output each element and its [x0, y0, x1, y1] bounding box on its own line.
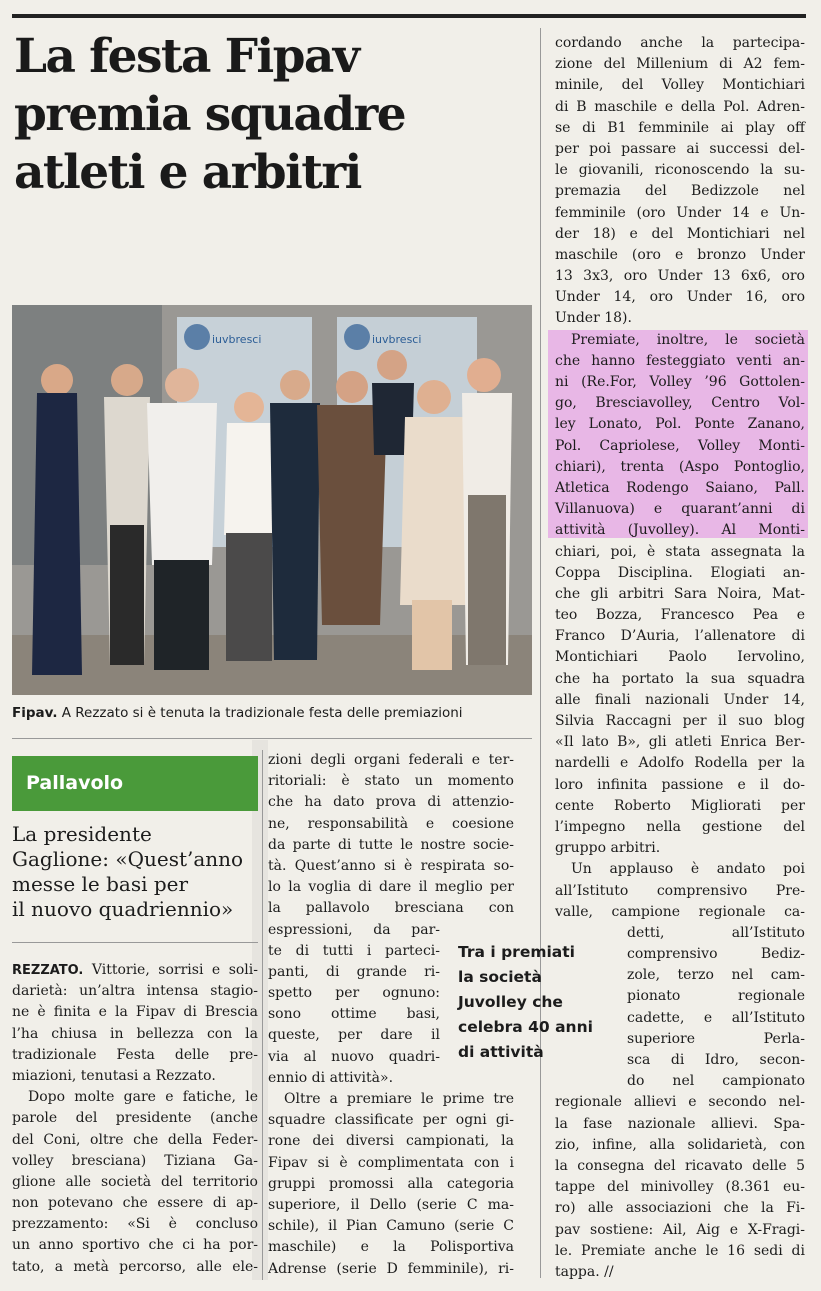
text-line: maschile) e la Polisportiva [268, 1239, 514, 1256]
pull-quote-line: la società [458, 968, 542, 986]
text-line: la pallavolo bresciana con [268, 900, 514, 917]
text-line: gruppo arbitri. [555, 840, 661, 857]
column-divider [262, 750, 263, 1280]
text-line: Pol. Capriolese, Volley Monti- [555, 437, 805, 454]
pull-quote [458, 940, 593, 1065]
text-line: do nel campionato [627, 1073, 805, 1090]
column-divider [540, 28, 541, 1278]
text-line: spetto per ognuno: [268, 985, 440, 1002]
text-line: sono ottime basi, [268, 1006, 440, 1023]
text-line: l’impegno nella gestione del [555, 818, 805, 835]
subtitle-line: il nuovo quadriennio» [12, 897, 234, 921]
text-line: cadette, e all’Istituto [627, 1009, 805, 1026]
text-line: tà. Quest’anno si è respirata so- [268, 857, 514, 874]
pull-quote-line: Tra i premiati [458, 943, 575, 961]
text-line: femminile (oro Under 14 e Un- [555, 204, 805, 221]
subtitle-divider [12, 942, 258, 943]
text-line: darietà: un’altra intensa stagio- [12, 983, 258, 1000]
text-line: Dopo molte gare e fatiche, le [28, 1089, 258, 1106]
text-line: di B maschile e della Pol. Adren- [555, 98, 805, 115]
text-line: zio, infine, alla solidarietà, con [555, 1136, 805, 1153]
text-line: ro) alle associazioni che la Fi- [555, 1200, 805, 1217]
text-line: premazia del Bedizzole nel [555, 183, 805, 200]
banner-text: iuvbresci [372, 333, 422, 346]
text-line: chiari, poi, è stata assegnata la [555, 543, 805, 560]
text-line: panti, di grande ri- [268, 963, 440, 980]
text-line: ennio di attività». [268, 1069, 394, 1086]
text-line: go, Bresciavolley, Centro Vol- [555, 395, 805, 412]
subtitle [12, 822, 262, 922]
text-line: der 18) e del Montichiari nel [555, 225, 805, 242]
text-line: queste, per dare il [268, 1027, 440, 1044]
article-column-3 [555, 33, 805, 1283]
text-line: teo Bozza, Francesco Pea e [555, 607, 805, 624]
text-line: loro infinita passione e il do- [555, 776, 805, 793]
text-line: ne, responsabilità e coesione [268, 815, 514, 832]
text-line: parole del presidente (anche [12, 1110, 258, 1127]
text-line: te di tutti i parteci- [268, 942, 440, 959]
pull-quote-line: Juvolley che [458, 993, 563, 1011]
banner-text: iuvbresci [212, 333, 262, 346]
text-line: Villanuova) e quarant’anni di [555, 501, 805, 518]
text-line: squadre classificate per ogni gi- [268, 1112, 514, 1129]
top-rule [12, 14, 806, 18]
text-line: che ha dato prova di attenzio- [268, 794, 514, 811]
text-line: tappe del minivolley (8.361 eu- [555, 1179, 805, 1196]
text-line: all’Istituto comprensivo Pre- [555, 882, 805, 899]
text-line: le. Premiate anche le 16 sedi di [555, 1242, 805, 1259]
subtitle-line: La presidente [12, 822, 152, 846]
text-line: ritoriali: è stato un momento [268, 773, 514, 790]
person-figure [462, 358, 512, 665]
text-line: Silvia Raccagni per il suo blog [555, 713, 805, 729]
headline-line: premia squadre [14, 87, 406, 142]
text-line: le giovanili, riconoscendo la su- [555, 162, 805, 179]
subtitle-line: messe le basi per [12, 872, 189, 896]
headline-line: La festa Fipav [14, 29, 359, 84]
text-line: rone dei diversi campionati, la [268, 1133, 514, 1150]
text-line: che ha portato la sua squadra [555, 670, 805, 687]
text-line: attività (Juvolley). Al Monti- [555, 522, 805, 539]
text-line: Un applauso è andato poi [571, 861, 805, 878]
text-line: volley bresciana) Tiziana Ga- [12, 1152, 258, 1169]
text-line: Under 14, oro Under 16, oro [555, 289, 805, 306]
text-line: valle, campione regionale ca- [555, 903, 805, 920]
text-line: da parte di tutte le nostre socie- [268, 836, 514, 853]
text-line: Adrense (serie D femminile), ri- [268, 1260, 514, 1277]
pull-quote-line: di attività [458, 1043, 544, 1061]
subtitle-line: Gaglione: «Quest’anno [12, 847, 244, 871]
text-line: Under 18). [555, 310, 632, 327]
text-line: l’ha chiusa in bellezza con la [12, 1025, 258, 1042]
text-line: glione alle società del territorio [12, 1173, 258, 1190]
text-line: Atletica Rodengo Saiano, Pall. [555, 479, 805, 496]
text-line: superiore Perla- [627, 1030, 805, 1047]
text-line: zione del Millenium di A2 fem- [555, 56, 805, 73]
text-line: che gli arbitri Sara Noira, Mat- [555, 585, 805, 602]
text-line: ne è finita e la Fipav di Brescia [12, 1004, 258, 1021]
text-line: 13 3x3, oro Under 13 6x6, oro [555, 268, 805, 285]
text-line: «Il lato B», gli atleti Enrica Ber- [555, 734, 805, 751]
group-photo-illustration [12, 305, 532, 695]
text-line: schile), il Pian Camuno (serie C [268, 1218, 514, 1235]
text-line: lo la voglia di dare il meglio per [268, 879, 514, 896]
text-line: zole, terzo nel cam- [627, 967, 805, 984]
caption-text: A Rezzato si è tenuta la tradizionale festa delle premiazioni [57, 705, 463, 721]
dateline: REZZATO. [12, 963, 84, 978]
text-line: prezzamento: «Si è concluso [12, 1216, 258, 1233]
text-line: tato, a metà percorso, alle ele- [12, 1258, 258, 1275]
text-line: non potevano che essere di ap- [12, 1195, 258, 1212]
text-line: via al nuovo quadri- [268, 1048, 440, 1065]
text-line: cordando anche la partecipa- [555, 35, 805, 51]
text-line: alle finali nazionali Under 14, [555, 691, 805, 708]
text-line: del Coni, oltre che della Feder- [12, 1131, 258, 1148]
text-line: nardelli e Adolfo Rodella per la [555, 755, 805, 772]
person-figure [32, 364, 82, 675]
person-figure [147, 368, 217, 670]
text-line: tradizionale Festa delle pre- [12, 1046, 258, 1063]
text-line: Montichiari Paolo Iervolino, [555, 649, 805, 666]
caption-divider [12, 738, 532, 739]
text-line: un anno sportivo che ci ha por- [12, 1237, 258, 1254]
text-line: Premiate, inoltre, le società [571, 331, 805, 348]
text-line: tappa. // [555, 1263, 614, 1280]
text-line: per poi passare ai successi del- [555, 140, 805, 157]
text-line: pav sostiene: Ail, Aig e X-Fragi- [555, 1221, 805, 1238]
headline [14, 28, 544, 202]
text-line: Coppa Disciplina. Elogiati an- [555, 564, 805, 581]
headline-line: atleti e arbitri [14, 145, 361, 200]
text-line: regionale allievi e secondo nel- [555, 1094, 805, 1111]
text-line: Franco D’Auria, l’allenatore di [555, 628, 805, 645]
text-line: gruppi promossi alla categoria [268, 1175, 514, 1192]
text-line: superiore, il Dello (serie C ma- [268, 1196, 514, 1213]
pull-quote-line: celebra 40 anni [458, 1018, 593, 1036]
section-tag: Pallavolo [12, 756, 258, 811]
text-line: zioni degli organi federali e ter- [268, 752, 514, 768]
text-line: REZZATO. Vittorie, sorrisi e soli- [12, 962, 258, 978]
text-line: comprensivo Bediz- [627, 946, 805, 963]
text-line: detti, all’Istituto [627, 924, 805, 941]
article-column-1 [12, 960, 258, 1278]
text-line: se di B1 femminile ai play off [555, 119, 805, 136]
text-line: sca di Idro, secon- [627, 1052, 805, 1068]
caption-label: Fipav. [12, 705, 58, 721]
person-figure [224, 392, 274, 661]
text-line: la consegna del ricavato delle 5 [555, 1157, 805, 1174]
text-line: chiari), trenta (Aspo Pontoglio, [555, 458, 805, 475]
text-line: ley Lonato, Pol. Ponte Zanano, [555, 416, 805, 433]
text-line: maschile (oro e bronzo Under [555, 246, 805, 263]
group-photo [12, 305, 532, 695]
photo-caption [12, 704, 532, 722]
person-figure [270, 370, 320, 660]
text-line: che hanno festeggiato venti an- [555, 352, 805, 369]
text-line: pionato regionale [627, 988, 805, 1005]
text-line: la fase nazionale allievi. Spa- [555, 1115, 805, 1132]
text-line: ni (Re.For, Volley ’96 Gottolen- [555, 374, 805, 390]
text-line: miazioni, tenutasi a Rezzato. [12, 1067, 216, 1084]
person-figure [104, 364, 150, 665]
text-line: espressioni, da par- [268, 921, 440, 938]
text-line: Oltre a premiare le prime tre [284, 1091, 514, 1107]
text-line: cente Roberto Migliorati per [555, 797, 805, 814]
text-line: Fipav si è complimentata con i [268, 1154, 514, 1171]
text-line: minile, del Volley Montichiari [555, 77, 805, 94]
